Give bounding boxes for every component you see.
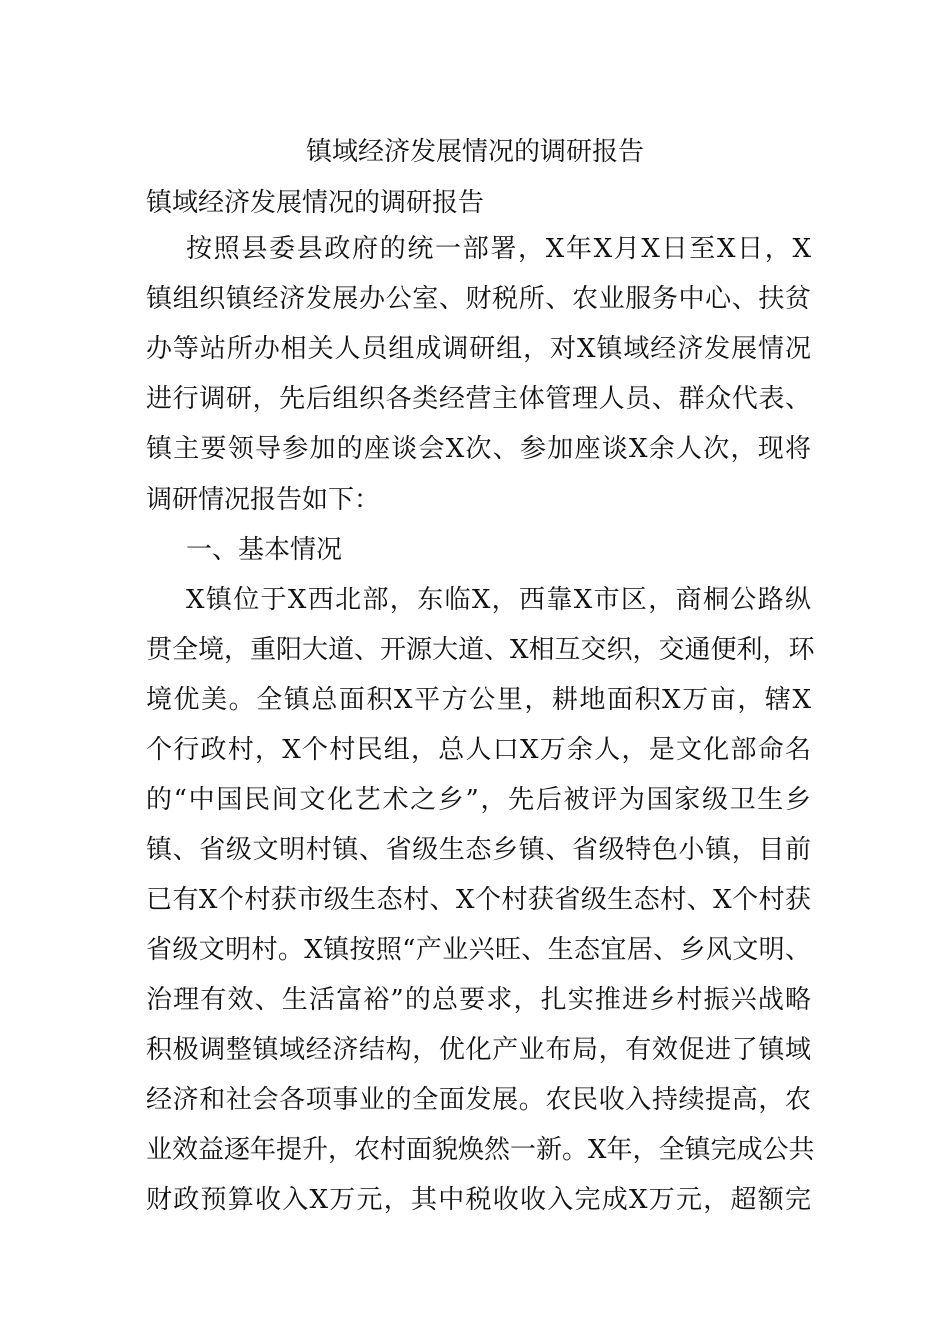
section-heading: 一、基本情况 bbox=[186, 535, 343, 565]
paragraph-line: 个行政村，X个村民组，总人口X万余人，是文化部命名 bbox=[146, 735, 811, 765]
paragraph-line: 进行调研，先后组织各类经营主体管理人员、群众代表、 bbox=[146, 384, 811, 414]
paragraph-line: 调研情况报告如下： bbox=[146, 485, 381, 515]
paragraph-line: X镇位于X西北部，东临X，西靠X市区，商桐公路纵 bbox=[186, 585, 811, 615]
paragraph-line: 经济和社会各项事业的全面发展。农民收入持续提高，农 bbox=[146, 1085, 811, 1115]
paragraph-line: 业效益逐年提升，农村面貌焕然一新。X年，全镇完成公共 bbox=[146, 1135, 815, 1165]
document-subtitle: 镇域经济发展情况的调研报告 bbox=[146, 188, 485, 218]
paragraph-line: 贯全境，重阳大道、开源大道、X相互交织，交通便利，环 bbox=[146, 635, 815, 665]
paragraph-line: 镇、省级文明村镇、省级生态乡镇、省级特色小镇，目前 bbox=[146, 835, 811, 865]
paragraph-line: 办等站所办相关人员组成调研组，对X镇域经济发展情况 bbox=[146, 334, 811, 364]
paragraph-line: 省级文明村。X镇按照“产业兴旺、生态宜居、乡风文明、 bbox=[146, 935, 811, 965]
paragraph-line: 镇主要领导参加的座谈会X次、参加座谈X余人次，现将 bbox=[146, 434, 811, 464]
paragraph-line: 的“中国民间文化艺术之乡”，先后被评为国家级卫生乡 bbox=[146, 785, 811, 815]
paragraph-line: 境优美。全镇总面积X平方公里，耕地面积X万亩，辖X bbox=[146, 685, 811, 715]
paragraph-line: 积极调整镇域经济结构，优化产业布局，有效促进了镇域 bbox=[146, 1035, 811, 1065]
document-title: 镇域经济发展情况的调研报告 bbox=[305, 137, 644, 167]
paragraph-line: 财政预算收入X万元，其中税收收入完成X万元，超额完 bbox=[146, 1185, 811, 1215]
paragraph-line: 镇组织镇经济发展办公室、财税所、农业服务中心、扶贫 bbox=[146, 284, 811, 314]
paragraph-line: 已有X个村获市级生态村、X个村获省级生态村、X个村获 bbox=[146, 885, 811, 915]
paragraph-line: 按照县委县政府的统一部署，X年X月X日至X日，X bbox=[186, 234, 811, 264]
paragraph-line: 治理有效、生活富裕”的总要求，扎实推进乡村振兴战略 bbox=[146, 985, 811, 1015]
